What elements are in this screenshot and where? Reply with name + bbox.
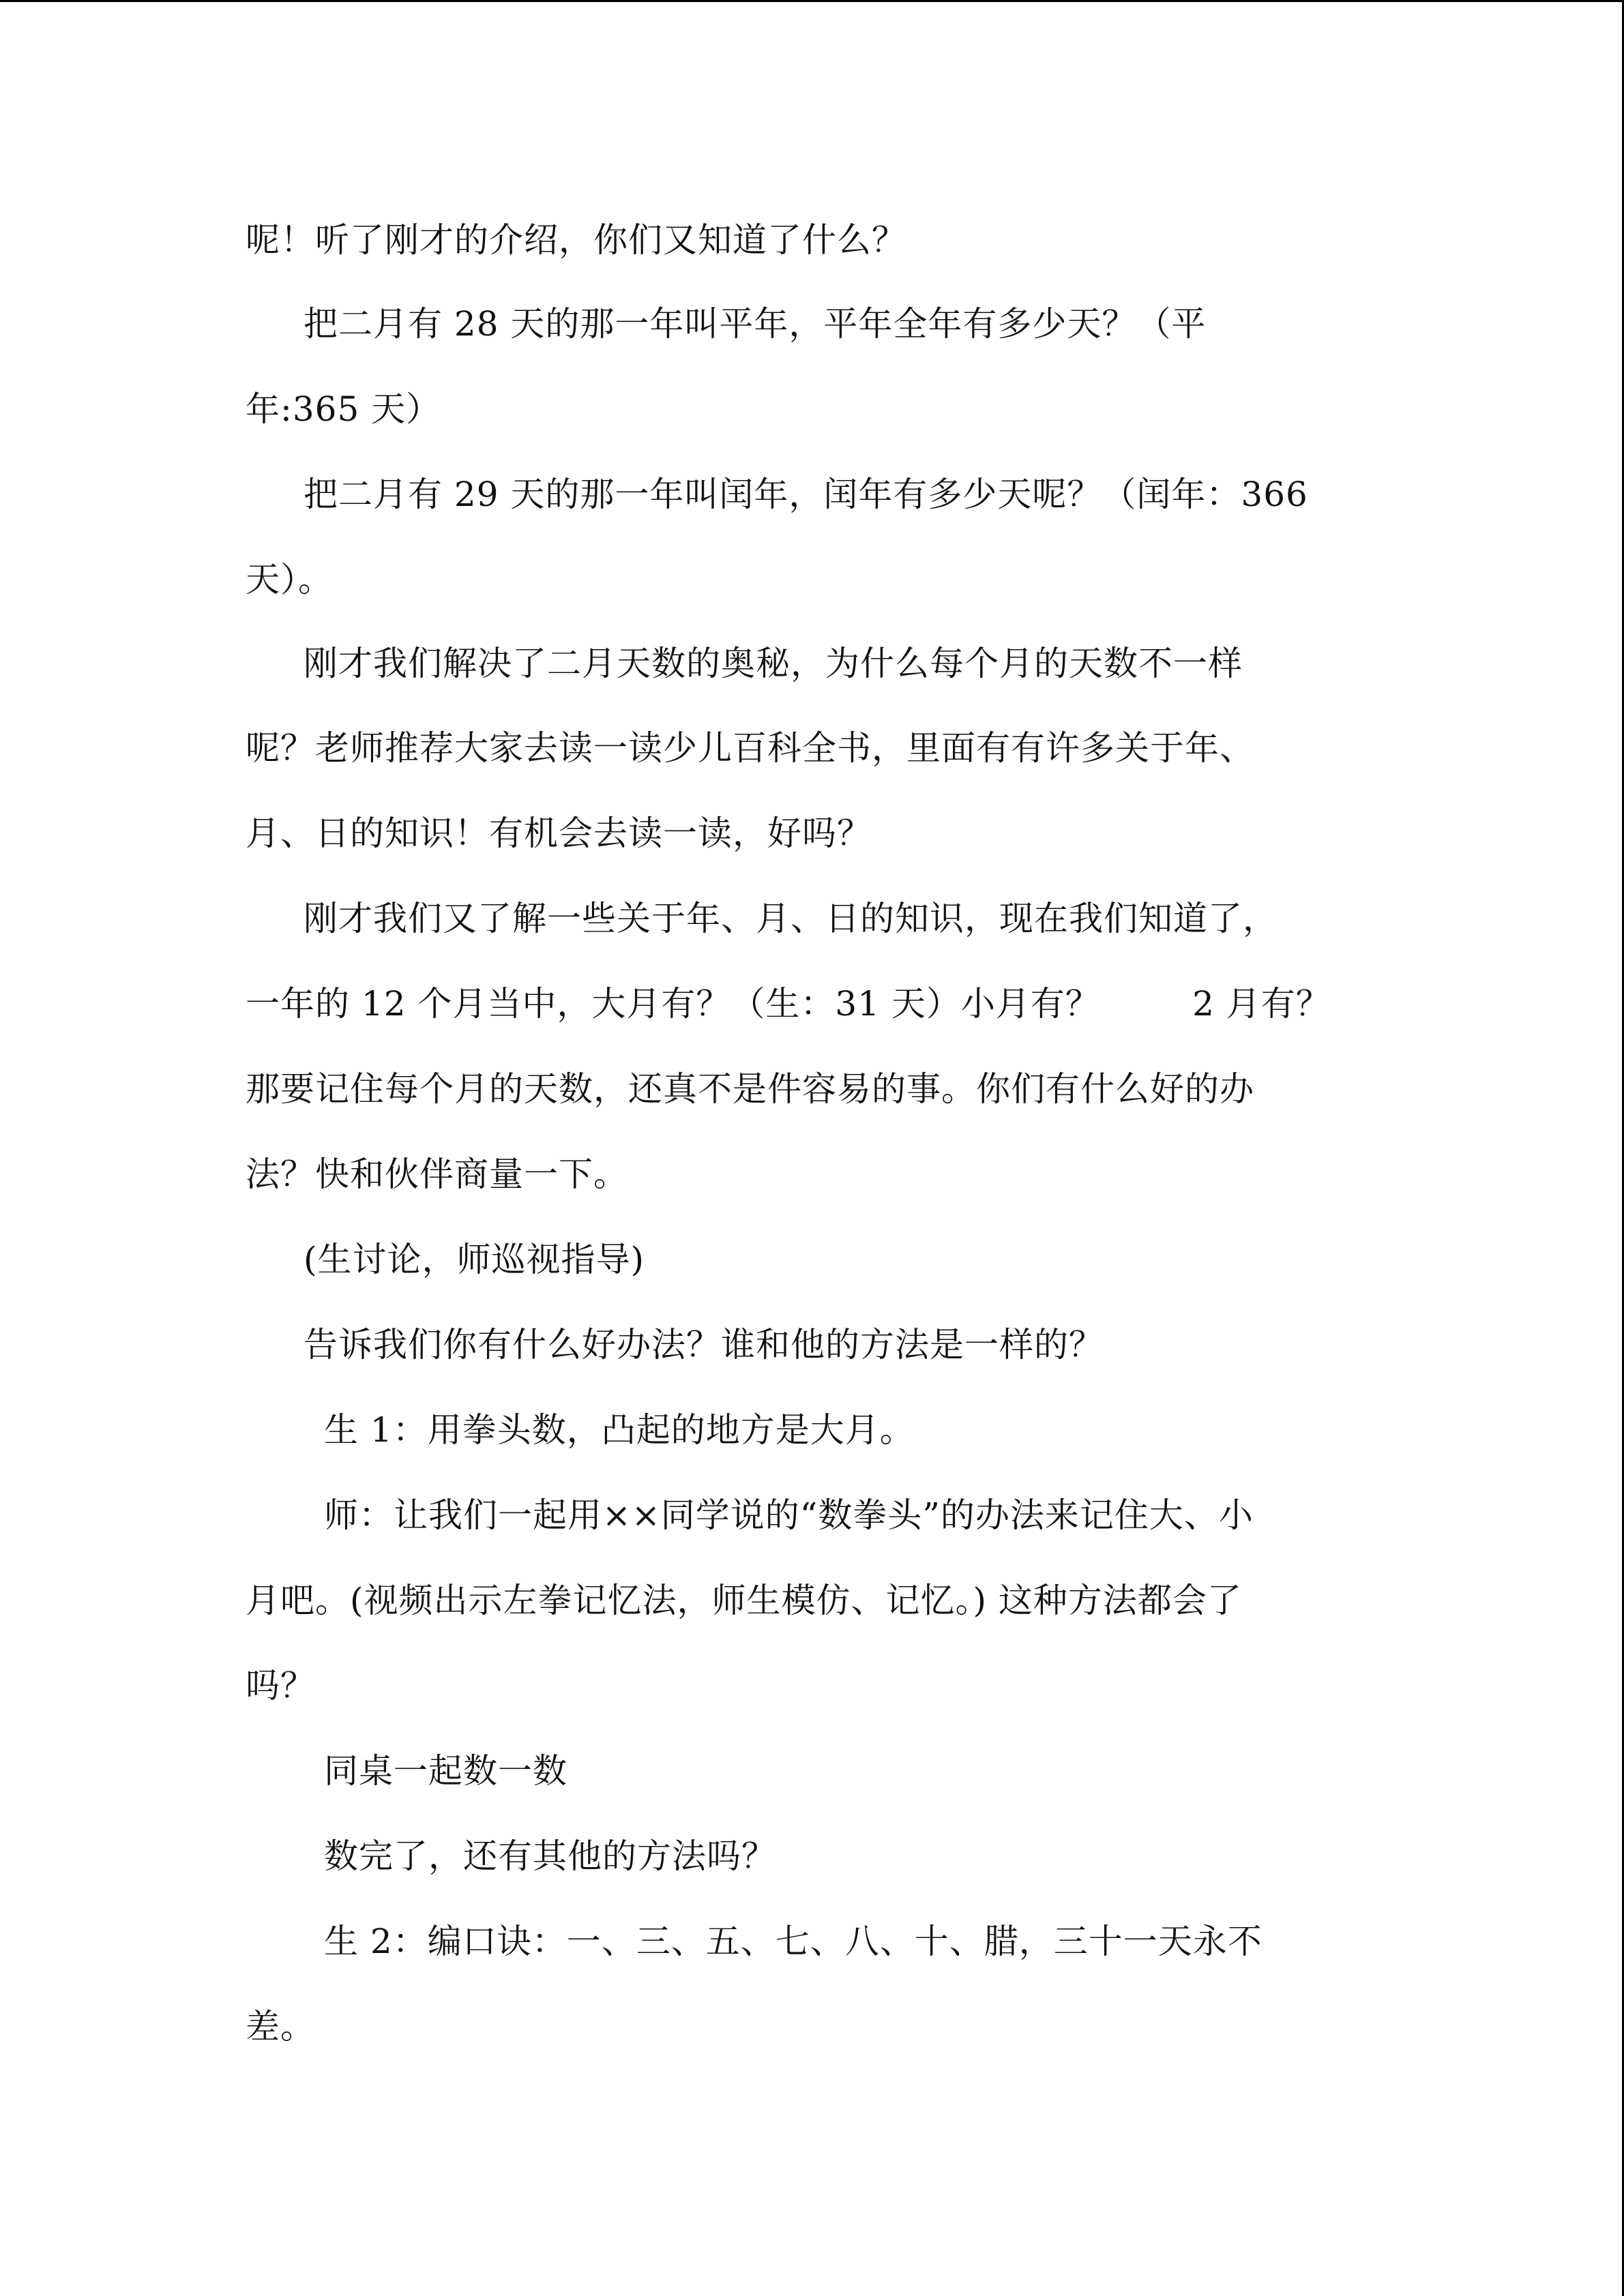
text-line: 天）。 [246,560,333,599]
text-line: 月吧。(视频出示左拳记忆法，师生模仿、记忆。) 这种方法都会了 [246,1581,1242,1620]
text-line: 法？快和伙伴商量一下。 [246,1154,628,1194]
text-line: 把二月有 28 天的那一年叫平年，平年全年有多少天？（平 [304,304,1207,344]
text-line: 月、日的知识！有机会去读一读，好吗？ [246,814,872,853]
text-line: 吗？ [246,1666,315,1705]
text-line: 师：让我们一起用××同学说的“数拳头”的办法来记住大、小 [324,1495,1254,1535]
text-line: 刚才我们又了解一些关于年、月、日的知识，现在我们知道了， [304,899,1278,938]
text-line: 刚才我们解决了二月天数的奥秘，为什么每个月的天数不一样 [304,644,1243,683]
text-line: 同桌一起数一数 [324,1751,567,1791]
text-line: 差。 [246,2007,315,2046]
top-border [0,0,1624,2]
text-line: 年:365 天） [246,389,441,429]
text-line: 呢！听了刚才的介绍，你们又知道了什么？ [246,220,906,260]
text-line: 告诉我们你有什么好办法？谁和他的方法是一样的？ [304,1325,1104,1365]
text-line: 一年的 12 个月当中，大月有？（生：31 天）小月有？ 2 月有？ [246,984,1331,1024]
text-line: (生讨论，师巡视指导) [304,1240,645,1279]
text-line: 数完了，还有其他的方法吗？ [324,1836,776,1876]
text-line: 呢？老师推荐大家去读一读少儿百科全书，里面有有许多关于年、 [246,728,1254,768]
text-line: 生 1：用拳头数，凸起的地方是大月。 [324,1410,915,1450]
text-line: 生 2：编口诀：一、三、五、七、八、十、腊，三十一天永不 [324,1922,1263,1961]
text-line: 把二月有 29 天的那一年叫闰年，闰年有多少天呢？（闰年：366 [304,475,1308,514]
text-line: 那要记住每个月的天数，还真不是件容易的事。你们有什么好的办 [246,1069,1254,1109]
